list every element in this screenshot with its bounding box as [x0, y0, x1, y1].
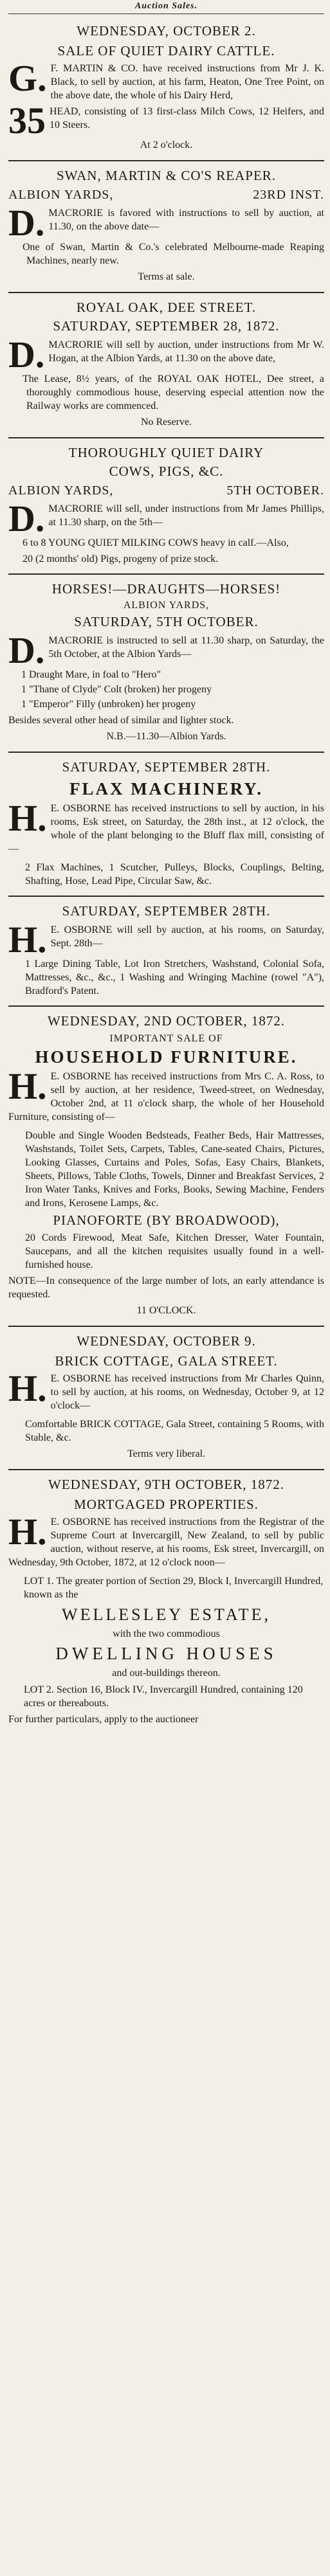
- besides-note: Besides several other head of similar and lighter stock.: [8, 715, 234, 726]
- notice-title: SALE OF QUIET DAIRY CATTLE.: [57, 43, 275, 59]
- lot-description: 20 (2 months' old) Pigs, progeny of prize stock.: [23, 554, 219, 564]
- notice-title: FLAX MACHINERY.: [69, 779, 264, 798]
- notice-date: WEDNESDAY, OCTOBER 2.: [77, 23, 256, 39]
- further-particulars: For further particulars, apply to the auctioneer: [8, 1714, 199, 1725]
- notice-body: H.E. OSBORNE has received instructions from Mr Charles Quinn, to sell by auction, at his rooms, on Wednesday, October 9, at 12 o'clock—: [8, 1367, 324, 1411]
- notice-title: SWAN, MARTIN & CO'S REAPER.: [56, 168, 277, 183]
- horse-list: [8, 668, 324, 711]
- notice-date: WEDNESDAY, 9TH OCTOBER, 1872.: [48, 1477, 284, 1492]
- sale-time: 11 O'CLOCK.: [136, 1305, 196, 1316]
- lot-description: The Lease, 8½ years, of the ROYAL OAK HOTEL, Dee street, a thoroughly commodious house, deserving especial attention now the Railway works are commenced.: [23, 374, 324, 411]
- notice-household-furniture: [8, 1007, 324, 1327]
- lot-description: 6 to 8 YOUNG QUIET MILKING COWS heavy in calf.—Also,: [23, 537, 289, 548]
- venue-name: ALBION YARDS,: [8, 483, 114, 498]
- lot-description: 20 Cords Firewood, Meat Safe, Kitchen Dresser, Water Fountain, Saucepans, and all the kitchen requisites usually found in a well-furnished house.: [25, 1232, 324, 1270]
- lot-description: 1 Large Dining Table, Lot Iron Stretchers, Washstand, Colonial Sofa, Mattresses, &c., &c., 1 Washing and Wringing Machine (rowel "A"), Bradford's Patent.: [25, 959, 324, 996]
- head-count-line: [8, 100, 324, 141]
- lot-description: 2 Flax Machines, 1 Scutcher, Pulleys, Blocks, Couplings, Belting, Shafting, Hose, Lead Pipe, Circular Saw, &c.: [25, 862, 324, 887]
- notice-title-line1: THOROUGHLY QUIET DAIRY: [68, 445, 264, 460]
- list-item: 1 Draught Mare, in foal to "Hero": [21, 669, 161, 680]
- lot-1: LOT 1. The greater portion of Section 29, Block I, Invercargill Hundred, known as the: [24, 1576, 324, 1600]
- notice-mortgaged-properties: [8, 1470, 324, 1734]
- notice-body: H.E. OSBORNE will sell by auction, at his rooms, on Saturday, Sept. 28th—: [8, 919, 324, 960]
- notice-horses: [8, 575, 324, 753]
- notice-date: WEDNESDAY, 2ND OCTOBER, 1872.: [47, 1013, 286, 1029]
- notice-title-line2: COWS, PIGS, &C.: [109, 464, 224, 479]
- notice-place: ROYAL OAK, DEE STREET.: [76, 300, 257, 315]
- lot-description: Comfortable BRICK COTTAGE, Gala Street, containing 5 Rooms, with Stable, &c.: [25, 1419, 324, 1443]
- outbuildings: and out-buildings thereon.: [112, 1668, 221, 1679]
- notice-date: SATURDAY, SEPTEMBER 28TH.: [62, 759, 271, 775]
- nb-note: N.B.—11.30—Albion Yards.: [106, 731, 226, 742]
- notice-brick-cottage: [8, 1327, 324, 1470]
- notice-title: MORTGAGED PROPERTIES.: [74, 1497, 259, 1512]
- notice-dairy-cows-pigs: [8, 438, 324, 575]
- head-count-number: 35: [8, 100, 46, 141]
- notice-body: G.F. MARTIN & CO. have received instructions from Mr J. K. Black, to sell by auction, at his farm, Heaton, One Tree Point, on the above date, the whole of his Dairy Herd,: [8, 57, 324, 101]
- lot-2: LOT 2. Section 16, Block IV., Invercargill Hundred, containing 120 acres or thereabouts.: [24, 1684, 303, 1709]
- sale-time: At 2 o'clock.: [140, 140, 193, 150]
- notice-dairy-cattle: [8, 17, 324, 161]
- venue-date: 5TH OCTOBER.: [226, 483, 324, 498]
- lot-description: One of Swan, Martin & Co.'s celebrated Melbourne-made Reaping Machines, nearly new.: [23, 242, 324, 266]
- notice-place: ALBION YARDS,: [123, 600, 210, 611]
- attendance-note: NOTE—In consequence of the large number of lots, an early attendance is requested.: [8, 1275, 324, 1300]
- notice-body: D.MACRORIE will sell, under instructions from Mr James Phillips, at 11.30 sharp, on the 5th—: [8, 498, 324, 539]
- venue-name: ALBION YARDS,: [8, 188, 114, 202]
- pianoforte-heading: PIANOFORTE (BY BROADWOOD),: [53, 1212, 280, 1228]
- notice-title: HOUSEHOLD FURNITURE.: [35, 1047, 298, 1067]
- list-item: 1 "Emperor" Filly (unbroken) her progeny: [21, 699, 196, 710]
- estate-name: WELLESLEY ESTATE,: [62, 1605, 271, 1624]
- venue-line: [8, 188, 324, 203]
- notice-title: HORSES!—DRAUGHTS—HORSES!: [51, 581, 281, 597]
- venue-date: 23RD INST.: [253, 188, 324, 202]
- notice-body: H.E. OSBORNE has received instructions from Mrs C. A. Ross, to sell by auction, at her residence, Tweed-street, on Wednesday, October 2nd, at 11 o'clock sharp, the whole of her Household Furniture, consisting of—: [8, 1065, 324, 1122]
- notice-dining-table: [8, 897, 324, 1007]
- venue-line: [8, 483, 324, 498]
- reserve-note: No Reserve.: [140, 417, 192, 428]
- notice-date: SATURDAY, 5TH OCTOBER.: [74, 614, 259, 629]
- dwelling-houses: DWELLING HOUSES: [55, 1644, 277, 1663]
- terms: Terms at sale.: [138, 271, 195, 282]
- notice-date: SATURDAY, SEPTEMBER 28, 1872.: [53, 318, 280, 334]
- notice-date: SATURDAY, SEPTEMBER 28TH.: [62, 903, 271, 919]
- head-count-text: HEAD, consisting of 13 first-class Milch Cows, 12 Heifers, and 10 Steers.: [50, 106, 324, 131]
- notice-date: WEDNESDAY, OCTOBER 9.: [77, 1333, 256, 1349]
- notice-subtitle: IMPORTANT SALE OF: [109, 1033, 223, 1044]
- notice-body: H.E. OSBORNE has received instructions from the Registrar of the Supreme Court at Invercargill, New Zealand, to sell by public auction, without reserve, at his rooms, Esk street, Invercargill, on Wednesday, 9th October, 1872, at 12 o'clock noon—: [8, 1511, 324, 1568]
- notice-royal-oak: [8, 293, 324, 438]
- notice-reaper: [8, 161, 324, 293]
- notice-flax-machinery: [8, 753, 324, 897]
- notice-body: D.MACRORIE will sell by auction, under instructions from Mr W. Hogan, at the Albion Yards, at 11.30 on the above date,: [8, 334, 324, 375]
- list-item: 1 "Thane of Clyde" Colt (broken) her progeny: [21, 684, 212, 695]
- notice-body: H.E. OSBORNE has received instructions to sell by auction, in his rooms, Esk street, on Saturday, the 28th inst., at 12 o'clock, the whole of the plant belonging to the Bluff flax mill, consisting of—: [8, 797, 324, 854]
- section-masthead: Auction Sales.: [8, 1, 324, 14]
- auction-column: [3, 0, 327, 1734]
- estate-with: with the two commodious: [113, 1628, 220, 1639]
- lot-description: Double and Single Wooden Bedsteads, Feather Beds, Hair Mattresses, Washstands, Toilet Sets, Carpets, Tables, Cane-seated Chairs, Pictures, Looking Glasses, Curtains and Poles, Sofas, Easy Chairs, Blankets, Sheets, Pillows, Table Cloths, Towels, Dinner and Breakfast Services, 2 Iron Water Tanks, Knives and Forks, Books, Sewing Machine, Fenders and Irons, Kerosene Lamps, &c.: [25, 1130, 324, 1209]
- notice-title: BRICK COTTAGE, GALA STREET.: [55, 1353, 278, 1369]
- terms: Terms very liberal.: [127, 1448, 206, 1459]
- notice-body: D.MACRORIE is instructed to sell at 11.30 sharp, on Saturday, the 5th October, at the Albion Yards—: [8, 629, 324, 671]
- notice-body: D.MACRORIE is favored with instructions to sell by auction, at 11.30, on the above date—: [8, 202, 324, 244]
